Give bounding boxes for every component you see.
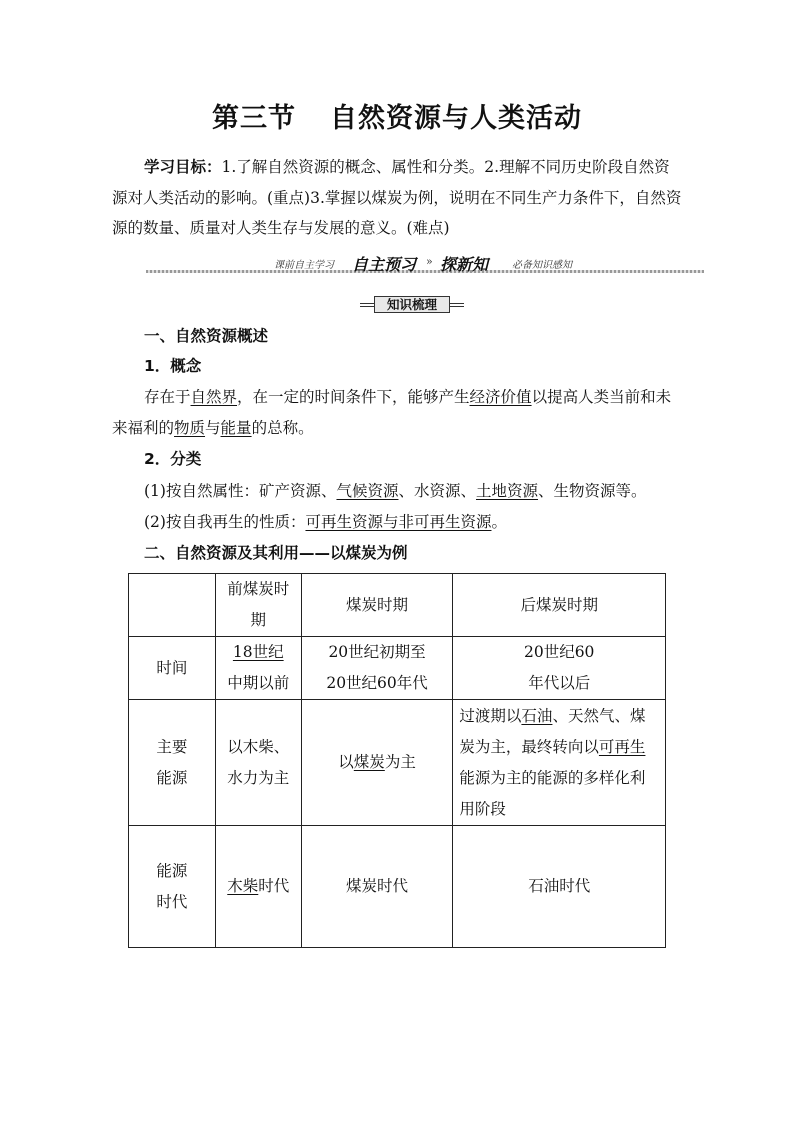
title-section-number: 第三节 <box>212 103 296 134</box>
cell-energy-pre <box>215 700 301 826</box>
cell-energy-post <box>453 700 666 826</box>
title-text: 自然资源与人类活动 <box>330 103 582 134</box>
section2-heading: 二、自然资源及其利用——以煤炭为例 <box>144 544 408 562</box>
banner-title-2: 探新知 <box>440 255 489 274</box>
section1-heading: 一、自然资源概述 <box>144 327 269 345</box>
table-row-era <box>129 826 666 948</box>
cell-era-coal: 煤炭时代 <box>301 826 453 948</box>
def-term-economic-value: 经济价值 <box>469 388 532 406</box>
def-text-b: ，在一定的时间条件下，能够产生 <box>237 388 470 406</box>
cell-time-pre-b: 中期以前 <box>227 674 290 692</box>
cell-time-post-a: 20世纪60 <box>523 643 595 661</box>
banner-rule <box>146 270 704 273</box>
row-label-era-a: 能源 <box>156 861 188 880</box>
cell-energy-post-b: 、天然气、煤炭为主，最终转向以 <box>459 706 646 756</box>
definition-paragraph <box>112 382 682 443</box>
header-post-coal: 后煤炭时期 <box>453 574 666 637</box>
classification-2 <box>144 507 507 538</box>
page-title <box>0 96 794 135</box>
cell-era-post: 石油时代 <box>453 826 666 948</box>
section-banner <box>146 252 704 274</box>
header-empty-cell <box>129 574 216 637</box>
table-row-energy <box>129 700 666 826</box>
row-label-era <box>129 826 216 948</box>
tag-left-rule <box>360 303 374 307</box>
table-row-time <box>129 637 666 700</box>
row-label-era-b: 时代 <box>156 892 188 911</box>
objectives-text: 1.了解自然资源的概念、属性和分类。2.理解不同历史阶段自然资源对人类活动的影响。(重点)3.掌握以煤炭为例，说明在不同生产力条件下，自然资源的数量、质量对人类生存与发展的意义。(难点) <box>112 158 682 237</box>
subsection-concept: 1．概念 <box>144 357 202 375</box>
objectives-label: 学习目标： <box>144 158 222 176</box>
cell-era-pre <box>215 826 301 948</box>
subsection-classification: 2．分类 <box>144 450 202 468</box>
table-header-row <box>129 574 666 637</box>
cell-time-pre <box>215 637 301 700</box>
c1-text-c: 、生物资源等。 <box>538 482 647 500</box>
knowledge-tag <box>360 296 464 312</box>
row-label-energy <box>129 700 216 826</box>
def-text-a: 存在于 <box>144 388 191 406</box>
def-text-c: 以提高人类当前和 <box>531 388 656 406</box>
classification-1 <box>144 476 647 507</box>
cell-energy-post-a: 过渡期以 <box>459 706 522 725</box>
c2-text-a: (2)按自我再生的性质： <box>144 513 306 531</box>
c1-term-climate: 气候资源 <box>336 482 399 500</box>
cell-energy-coal-b: 为主 <box>384 753 416 771</box>
row-label-time: 时间 <box>129 637 216 700</box>
learning-objectives <box>112 152 682 244</box>
banner-title-1: 自主预习 <box>352 255 417 274</box>
cell-era-pre-term: 木柴 <box>227 877 259 895</box>
cell-time-coal <box>301 637 453 700</box>
cell-era-pre-b: 时代 <box>258 877 290 895</box>
cell-energy-pre-a: 以木柴、 <box>227 737 290 756</box>
def-term-nature: 自然界 <box>190 388 238 406</box>
c1-text-a: (1)按自然属性：矿产资源、 <box>144 482 337 500</box>
cell-time-post-b: 年代以后 <box>528 674 591 692</box>
banner-arrow-icon: » <box>426 255 433 268</box>
banner-right-caption: 必备知识感知 <box>512 260 572 271</box>
def-text-e: 与 <box>205 418 221 437</box>
def-term-material: 物质 <box>174 418 206 437</box>
cell-time-pre-a: 18世纪 <box>232 643 284 661</box>
c2-text-b: 。 <box>491 513 507 531</box>
banner-left-caption: 课前自主学习 <box>274 260 334 271</box>
def-text-d: 未来福利的 <box>112 388 672 437</box>
cell-energy-coal <box>301 700 453 826</box>
energy-periods-table <box>128 573 666 948</box>
header-pre-coal: 前煤炭时期 <box>215 574 301 637</box>
c1-text-b: 、水资源、 <box>398 482 476 500</box>
cell-energy-coal-a: 以 <box>338 753 354 771</box>
cell-energy-pre-b: 水力为主 <box>227 768 290 787</box>
tag-right-rule <box>450 303 464 307</box>
tag-label: 知识梳理 <box>374 296 450 313</box>
cell-energy-coal-term: 煤炭 <box>353 753 385 771</box>
def-text-f: 的总称。 <box>251 418 314 437</box>
cell-energy-post-c: 能源为主的能源的多样化利用阶段 <box>459 768 646 818</box>
row-label-energy-b: 能源 <box>156 768 188 787</box>
cell-time-coal-a: 20世纪初期至 <box>328 643 426 661</box>
cell-energy-post-oil: 石油 <box>521 706 553 725</box>
cell-time-coal-b: 20世纪60年代 <box>326 674 428 692</box>
row-label-energy-a: 主要 <box>156 737 188 756</box>
c2-term-renewable: 可再生资源与非可再生资源 <box>305 513 492 531</box>
cell-time-post <box>453 637 666 700</box>
header-coal: 煤炭时期 <box>301 574 453 637</box>
def-term-energy: 能量 <box>220 418 252 437</box>
c1-term-land: 土地资源 <box>476 482 539 500</box>
cell-energy-post-renewable: 可再生 <box>598 737 646 756</box>
